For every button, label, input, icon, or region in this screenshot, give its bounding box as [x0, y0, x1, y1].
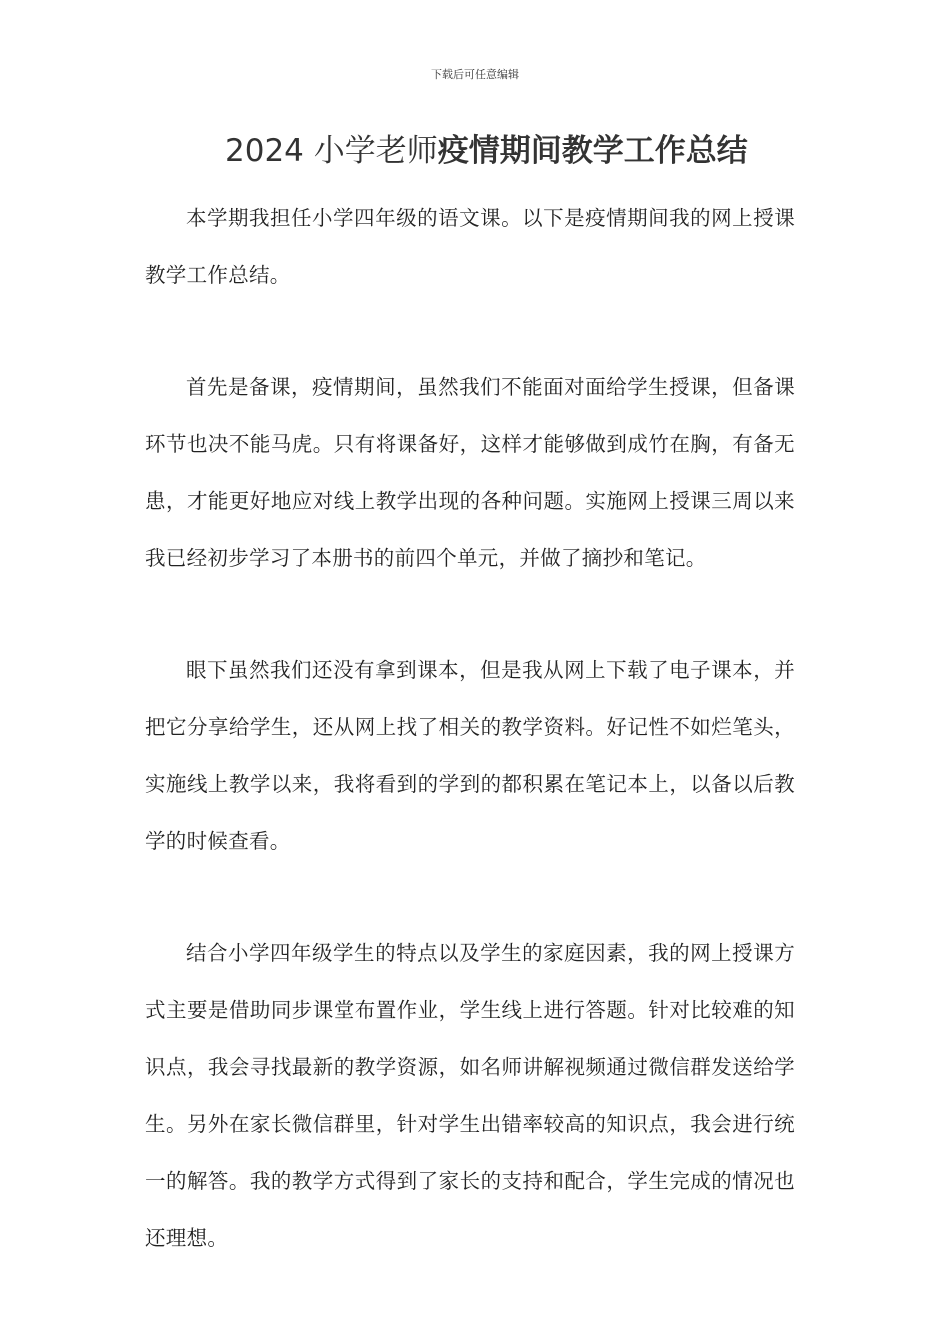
document-body [145, 190, 795, 1322]
title-prefix: 2024 小学老师 [225, 133, 438, 169]
paragraph-teaching-method: 结合小学四年级学生的特点以及学生的家庭因素，我的网上授课方式主要是借助同步课堂布置作业，学生线上进行答题。针对比较难的知识点，我会寻找最新的教学资源，如名师讲解视频通过微信群发送给学生。另外在家长微信群里，针对学生出错率较高的知识点，我会进行统一的解答。我的教学方式得到了家长的支持和配合，学生完成的情况也还理想。 [145, 941, 795, 1250]
paragraph-intro: 本学期我担任小学四年级的语文课。以下是疫情期间我的网上授课教学工作总结。 [145, 206, 795, 287]
header-note: 下载后可任意编辑 [431, 68, 519, 81]
title-main: 疫情期间教学工作总结 [437, 133, 748, 169]
paragraph-lesson-prep: 首先是备课，疫情期间，虽然我们不能面对面给学生授课，但备课环节也决不能马虎。只有将课备好，这样才能够做到成竹在胸，有备无患，才能更好地应对线上教学出现的各种问题。实施网上授课三周以来我已经初步学习了本册书的前四个单元，并做了摘抄和笔记。 [145, 375, 795, 570]
paragraph-materials: 眼下虽然我们还没有拿到课本，但是我从网上下载了电子课本，并把它分享给学生，还从网上找了相关的教学资料。好记性不如烂笔头，实施线上教学以来，我将看到的学到的都积累在笔记本上，以备以后教学的时候查看。 [145, 658, 795, 853]
document-title [225, 128, 825, 174]
